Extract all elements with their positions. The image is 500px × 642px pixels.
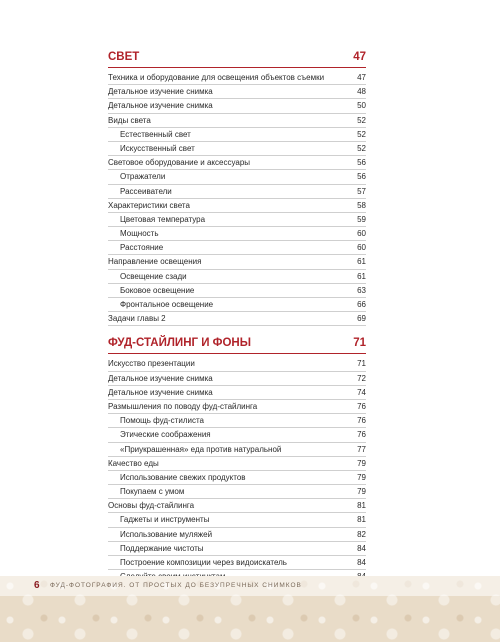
entry-title: Помощь фуд-стилиста — [120, 416, 204, 426]
toc-entry[interactable] — [108, 156, 366, 170]
entry-page-number: 48 — [357, 87, 366, 97]
toc-entry[interactable] — [108, 199, 366, 213]
toc-entry[interactable] — [108, 241, 366, 255]
toc-entry[interactable] — [108, 255, 366, 269]
toc-entry[interactable] — [108, 128, 366, 142]
toc-entry[interactable] — [108, 114, 366, 128]
entry-page-number: 52 — [357, 115, 366, 125]
entry-page-number: 79 — [357, 472, 366, 482]
toc-entry[interactable] — [108, 312, 366, 326]
toc-entry[interactable] — [108, 443, 366, 457]
entry-title: Цветовая температура — [120, 214, 206, 224]
toc-section-light — [108, 50, 366, 326]
entry-page-number: 71 — [357, 359, 366, 369]
entry-title: «Приукрашенная» еда против натуральной — [120, 444, 282, 454]
toc-entry[interactable] — [108, 471, 366, 485]
toc-entry[interactable] — [108, 499, 366, 513]
entry-title: Боковое освещение — [120, 285, 195, 295]
entry-page-number: 77 — [357, 444, 366, 454]
toc-entry[interactable] — [108, 414, 366, 428]
entry-page-number: 79 — [357, 458, 366, 468]
toc-entry[interactable] — [108, 372, 366, 386]
section-heading[interactable] — [108, 50, 366, 68]
entry-title: Мощность — [120, 229, 159, 239]
toc-entry[interactable] — [108, 99, 366, 113]
entry-title: Задачи главы 2 — [108, 314, 166, 324]
entry-page-number: 60 — [357, 229, 366, 239]
entry-title: Размышления по поводу фуд-стайлинга — [108, 401, 258, 411]
toc-entry[interactable] — [108, 71, 366, 85]
section-title: ФУД-СТАЙЛИНГ И ФОНЫ — [108, 337, 251, 350]
entry-title: Детальное изучение снимка — [108, 87, 213, 97]
toc-section-food-styling — [108, 336, 366, 612]
table-of-contents — [108, 50, 366, 613]
toc-entry[interactable] — [108, 185, 366, 199]
entry-page-number: 76 — [357, 401, 366, 411]
entry-page-number: 56 — [357, 172, 366, 182]
entry-title: Световое оборудование и аксессуары — [108, 158, 251, 168]
toc-entry[interactable] — [108, 142, 366, 156]
entry-title: Детальное изучение снимка — [108, 387, 213, 397]
section-title: СВЕТ — [108, 51, 140, 63]
entry-title: Использование муляжей — [120, 529, 213, 539]
entry-title: Направление освещения — [108, 257, 202, 267]
entry-page-number: 69 — [357, 314, 366, 324]
toc-entry[interactable] — [108, 457, 366, 471]
entry-title: Расстояние — [120, 243, 164, 253]
section-page-number: 47 — [353, 51, 366, 63]
toc-entry[interactable] — [108, 298, 366, 312]
entry-title: Естественный свет — [120, 129, 191, 139]
toc-entry[interactable] — [108, 170, 366, 184]
entry-title: Характеристики света — [108, 200, 190, 210]
entry-page-number: 60 — [357, 243, 366, 253]
entry-page-number: 61 — [357, 257, 366, 267]
entry-page-number: 52 — [357, 129, 366, 139]
entry-page-number: 82 — [357, 529, 366, 539]
entry-title: Поддержание чистоты — [120, 543, 204, 553]
page-footer — [0, 576, 500, 642]
entry-title: Техника и оборудование для освещения объектов съемки — [108, 73, 325, 82]
entry-page-number: 79 — [357, 487, 366, 497]
entry-title: Виды света — [108, 115, 151, 125]
entry-title: Детальное изучение снимка — [108, 373, 213, 383]
toc-entry[interactable] — [108, 357, 366, 371]
toc-entry[interactable] — [108, 270, 366, 284]
toc-entry[interactable] — [108, 485, 366, 499]
entry-page-number: 56 — [357, 158, 366, 168]
toc-entry[interactable] — [108, 227, 366, 241]
toc-entry[interactable] — [108, 85, 366, 99]
entry-page-number: 81 — [357, 515, 366, 525]
entry-title: Построение композиции через видоискатель — [120, 558, 287, 567]
entry-page-number: 58 — [357, 200, 366, 210]
entry-page-number: 50 — [357, 101, 366, 111]
section-heading[interactable] — [108, 336, 366, 354]
entry-title: Искусство презентации — [108, 359, 195, 369]
entry-title: Отражатели — [120, 172, 166, 182]
entry-page-number: 72 — [357, 373, 366, 383]
entry-page-number: 57 — [357, 186, 366, 196]
entry-page-number: 61 — [357, 271, 366, 281]
toc-entry[interactable] — [108, 213, 366, 227]
page-number: 6 — [34, 580, 40, 591]
toc-entry[interactable] — [108, 400, 366, 414]
section-page-number: 71 — [353, 337, 366, 350]
entry-title: Качество еды — [108, 458, 159, 468]
toc-entry[interactable] — [108, 556, 366, 570]
entry-page-number: 84 — [357, 558, 366, 567]
entry-page-number: 81 — [357, 501, 366, 511]
toc-entry[interactable] — [108, 528, 366, 542]
entry-page-number: 52 — [357, 143, 366, 153]
entry-title: Детальное изучение снимка — [108, 101, 213, 111]
running-title: ФУД-ФОТОГРАФИЯ. ОТ ПРОСТЫХ ДО БЕЗУПРЕЧНЫХ СНИМКОВ — [50, 582, 302, 589]
entry-title: Гаджеты и инструменты — [120, 515, 210, 525]
entry-title: Использование свежих продуктов — [120, 472, 246, 482]
entry-page-number: 47 — [357, 73, 366, 82]
entry-title: Основы фуд-стайлинга — [108, 501, 195, 511]
entry-title: Искусственный свет — [120, 143, 195, 153]
entry-page-number: 63 — [357, 285, 366, 295]
entry-page-number: 66 — [357, 300, 366, 309]
section-entries — [108, 357, 366, 612]
entry-title: Покупаем с умом — [120, 487, 185, 497]
toc-entry[interactable] — [108, 428, 366, 442]
entry-title: Фронтальное освещение — [120, 300, 214, 309]
entry-title: Рассеиватели — [120, 186, 172, 196]
entry-page-number: 76 — [357, 430, 366, 440]
entry-title: Освещение сзади — [120, 271, 187, 281]
toc-entry[interactable] — [108, 542, 366, 556]
entry-page-number: 59 — [357, 214, 366, 224]
entry-page-number: 84 — [357, 543, 366, 553]
section-entries — [108, 71, 366, 326]
toc-entry[interactable] — [108, 386, 366, 400]
entry-page-number: 76 — [357, 416, 366, 426]
entry-page-number: 74 — [357, 387, 366, 397]
toc-entry[interactable] — [108, 513, 366, 527]
entry-title: Этические соображения — [120, 430, 211, 440]
toc-entry[interactable] — [108, 284, 366, 298]
